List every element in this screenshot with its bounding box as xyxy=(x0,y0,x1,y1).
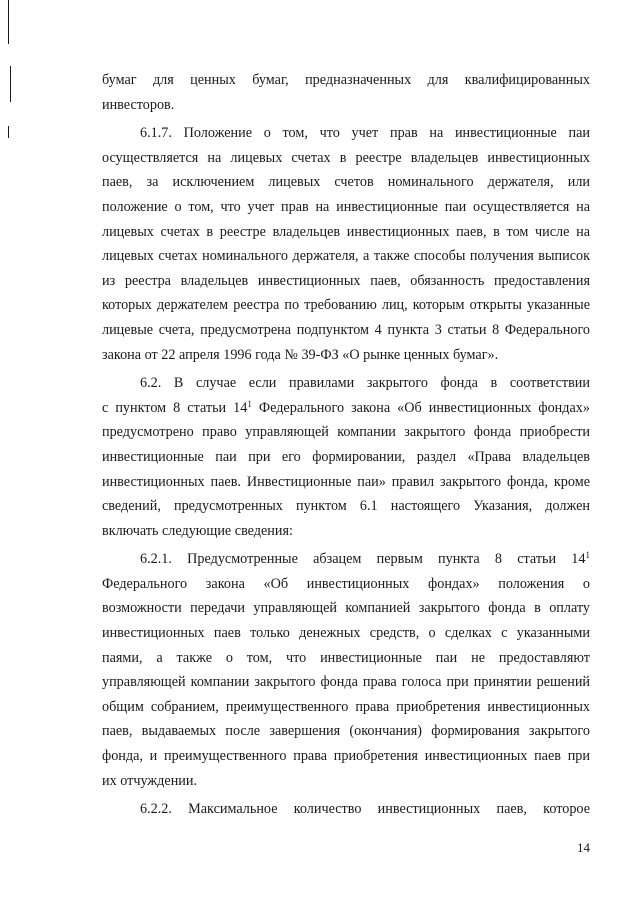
scan-edge-mark xyxy=(8,0,9,44)
text-line: сведений, предусмотренных пунктом 6.1 настоящего Указания, должен xyxy=(102,498,590,515)
text-line: инвестиционных паев только денежных средств, о сделках с указанными xyxy=(102,625,590,642)
text-line: 6.1.7. Положение о том, что учет прав на инвестиционные паи xyxy=(140,125,590,142)
text-line: инвесторов. xyxy=(102,96,175,113)
text-line: бумаг для ценных бумаг, предназначенных для квалифицированных xyxy=(102,72,590,88)
text-line: паев, выдаваемых после завершения (окончания) формирования закрытого xyxy=(102,723,590,740)
text-line: фонда, и преимущественного права приобретения инвестиционных паев при xyxy=(102,748,590,765)
paragraph-6-2-2 xyxy=(102,797,590,822)
text-line: 6.2. В случае если правилами закрытого фонда в соответствии xyxy=(140,375,590,392)
text-line: с пунктом 8 статьи $14^1$ Федерального закона «Об инвестиционных фондах» xyxy=(102,398,590,416)
text-line: их отчуждении. xyxy=(102,772,198,789)
text-line: закона от 22 апреля 1996 года № 39-ФЗ «О рынке ценных бумаг». xyxy=(102,346,499,363)
page-number: 14 xyxy=(577,840,590,855)
paragraph-6-2 xyxy=(102,371,590,543)
text-line: паями, а также о том, что инвестиционные паи не предоставляют xyxy=(102,649,590,666)
text-line: из реестра владельцев инвестиционных паев, обязанность предоставления xyxy=(102,272,590,289)
text-line: которых держателем реестра по требованию лиц, которым открыты указанные xyxy=(102,297,590,314)
paragraph-6-2-1 xyxy=(102,547,590,793)
text-line: включать следующие сведения: xyxy=(102,522,293,539)
text-line: лицевые счета, предусмотрена подпунктом 4 пункта 3 статьи 8 Федерального xyxy=(102,321,590,338)
paragraph-continuation xyxy=(102,68,590,117)
text-line: положение о том, что учет прав на инвестиционные паи осуществляется на xyxy=(102,198,590,215)
scan-edge-mark xyxy=(10,66,11,102)
text-line: инвестиционные паи при его формировании, раздел «Права владельцев xyxy=(102,448,590,465)
text-line: возможности передачи управляющей компанией закрытого фонда в оплату xyxy=(102,600,590,617)
paragraph-6-1-7 xyxy=(102,121,590,367)
text-line: паев, за исключением лицевых счетов номинального держателя, или xyxy=(102,174,590,191)
text-line: общим собранием, преимущественного права приобретения инвестиционных xyxy=(102,698,590,715)
text-line: осуществляется на лицевых счетах в реестре владельцев инвестиционных xyxy=(102,149,590,166)
text-line: управляющей компании закрытого фонда права голоса при принятии решений xyxy=(102,674,590,691)
text-line: 6.2.1. Предусмотренные абзацем первым пункта 8 статьи $14^1$ xyxy=(140,550,590,568)
text-line: лицевых счетах в реестре владельцев инвестиционных паев, в том числе на xyxy=(102,223,590,240)
scan-edge-mark xyxy=(8,126,9,138)
text-line: Федерального закона «Об инвестиционных фондах» положения о xyxy=(102,575,590,592)
text-line: инвестиционных паев. Инвестиционные паи» правил закрытого фонда, кроме xyxy=(102,473,590,490)
text-line: предусмотрено право управляющей компании закрытого фонда приобрести xyxy=(102,424,590,441)
text-line: лицевых счетах номинального держателя, а также способы получения выписок xyxy=(102,248,590,265)
document-body xyxy=(102,68,590,822)
text-line: 6.2.2. Максимальное количество инвестиционных паев, которое xyxy=(140,801,590,818)
